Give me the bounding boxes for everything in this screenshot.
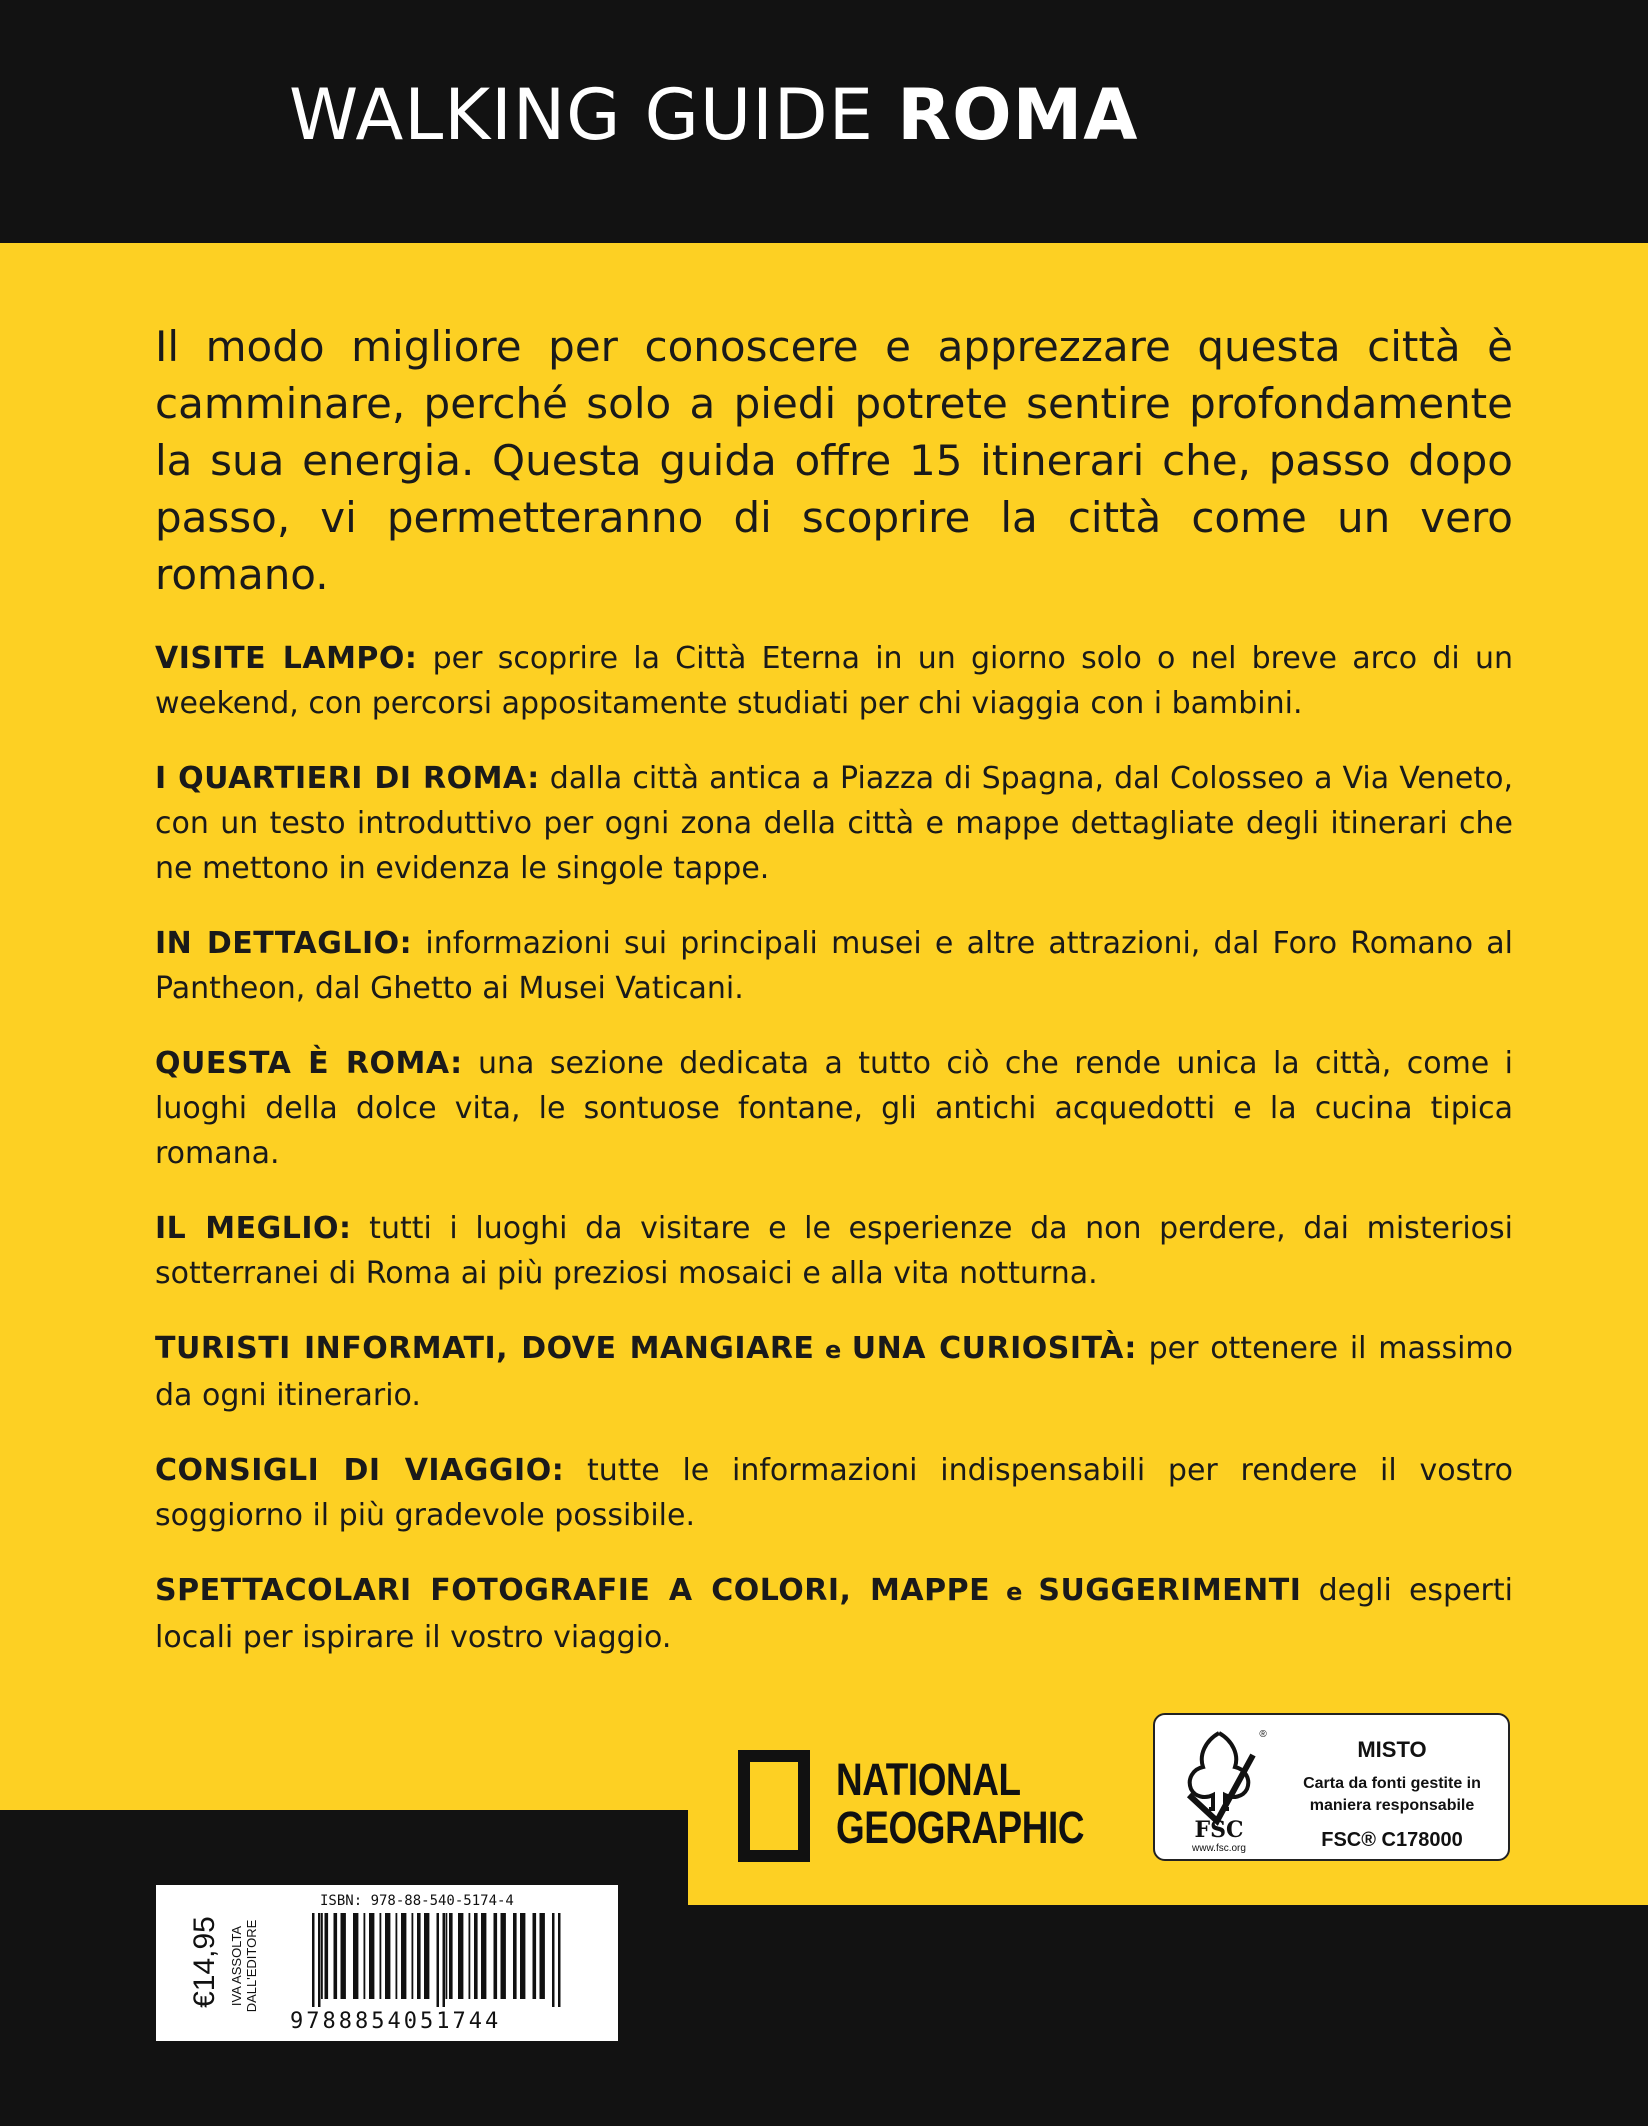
publisher-name — [836, 1756, 1084, 1852]
feature-conjunction: e — [814, 1336, 852, 1364]
feature-heading: I QUARTIERI DI ROMA: — [155, 761, 540, 796]
feature-text: tutti i luoghi da visitare e le esperienze da non perdere, dai misteriosi sotterranei di Roma ai più preziosi mosaici e alla vita notturna. — [155, 1211, 1513, 1291]
feature-text: tutte le informazioni indispensabili per rendere il vostro soggiorno il più gradevole possibile. — [155, 1453, 1513, 1533]
feature-item — [155, 756, 1513, 891]
barcode-label — [156, 1885, 618, 2041]
fsc-label — [1153, 1713, 1510, 1861]
feature-heading-2: SUGGERIMENTI — [1038, 1573, 1302, 1608]
feature-text: una sezione dedicata a tutto ciò che rende unica la città, come i luoghi della dolce vita, le sontuose fontane, gli antichi acquedotti e la cucina tipica romana. — [155, 1046, 1513, 1171]
fsc-description: Carta da fonti gestite in maniera responsabile — [1303, 1775, 1481, 1814]
feature-heading: IL MEGLIO: — [155, 1211, 352, 1246]
feature-heading: QUESTA È ROMA: — [155, 1046, 463, 1081]
feature-heading: VISITE LAMPO: — [155, 641, 418, 676]
intro-paragraph: Il modo migliore per conoscere e apprezzare questa città è camminare, perché solo a piedi potrete sentire profondamente la sua energia. Questa guida offre 15 itinerari che, passo dopo passo, vi permetteranno di scoprire la città come un vero romano. — [155, 322, 1513, 599]
book-title — [289, 74, 1139, 156]
title-walking-guide: WALKING GUIDE — [289, 74, 874, 156]
feature-text: per scoprire la Città Eterna in un giorno solo o nel breve arco di un weekend, con percorsi appositamente studiati per chi viaggia con i bambini. — [155, 641, 1513, 721]
fsc-code: FSC® C178000 — [1321, 1829, 1463, 1851]
iva-note — [229, 1896, 259, 2036]
price-block — [156, 1885, 259, 2041]
feature-heading-2: UNA CURIOSITÀ: — [851, 1331, 1137, 1366]
features-list — [155, 636, 1513, 1690]
publisher-line-2: GEOGRAPHIC — [836, 1802, 1085, 1853]
feature-item — [155, 921, 1513, 1011]
feature-heading: SPETTACOLARI FOTOGRAFIE A COLORI, MAPPE — [155, 1573, 991, 1608]
feature-item — [155, 1041, 1513, 1176]
feature-heading: IN DETTAGLIO: — [155, 926, 413, 961]
feature-heading: CONSIGLI DI VIAGGIO: — [155, 1453, 565, 1488]
title-roma: ROMA — [897, 74, 1139, 156]
svg-text:®: ® — [1259, 1729, 1267, 1740]
feature-text: degli esperti locali per ispirare il vostro viaggio. — [155, 1573, 1513, 1655]
feature-item — [155, 1568, 1513, 1660]
feature-item — [155, 1448, 1513, 1538]
yellow-border-icon — [738, 1750, 810, 1862]
feature-item — [155, 636, 1513, 726]
fsc-misto: MISTO — [1357, 1737, 1427, 1762]
publisher-line-1: NATIONAL — [836, 1754, 1021, 1805]
fsc-logo-text: FSC — [1194, 1817, 1244, 1843]
feature-text: informazioni sui principali musei e altre attrazioni, dal Foro Romano al Pantheon, dal Ghetto ai Musei Vaticani. — [155, 926, 1513, 1006]
feature-text: dalla città antica a Piazza di Spagna, dal Colosseo a Via Veneto, con un testo introduttivo per ogni zona della città e mappe dettagliate degli itinerari che ne mettono in evidenza le singole tappe. — [155, 761, 1513, 886]
iva-line-1: IVA ASSOLTA — [229, 1925, 244, 2007]
iva-line-2: DALL'EDITORE — [244, 1919, 259, 2013]
feature-item — [155, 1206, 1513, 1296]
isbn-text: ISBN: 978-88-540-5174-4 — [320, 1893, 514, 1909]
price: €14,95 — [188, 1916, 221, 2008]
fsc-tree-icon — [1169, 1725, 1269, 1853]
barcode-icon — [310, 1913, 610, 2007]
feature-text: per ottenere il massimo da ogni itinerario. — [155, 1331, 1514, 1413]
ean-number: 9788854051744 — [290, 2009, 502, 2034]
feature-item — [155, 1326, 1513, 1418]
feature-conjunction: e — [990, 1578, 1039, 1606]
fsc-url: www.fsc.org — [1192, 1843, 1246, 1853]
feature-heading: TURISTI INFORMATI, DOVE MANGIARE — [155, 1331, 815, 1366]
